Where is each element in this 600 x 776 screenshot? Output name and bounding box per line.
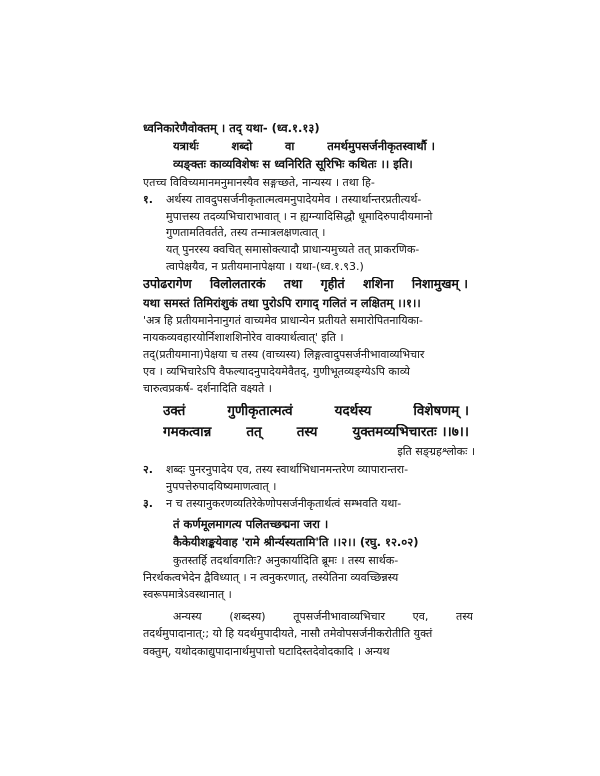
verse-word: तत् [246, 424, 262, 440]
verse-line [173, 139, 435, 154]
verse-word: यदर्थस्य [334, 403, 372, 419]
paragraph-number: १. [143, 193, 153, 206]
verse-word: गमकत्वान्न [163, 424, 212, 440]
text-line: स्वरूपमात्रेऽवस्थानात् । [143, 588, 232, 601]
verse-line: यथा समस्तं तिमिरांशुकं तथा पुरोऽपि रागाद् गलितं न लक्षितम् ।।१।। [143, 296, 421, 310]
verse-word: तथा [283, 277, 303, 291]
text-line: गुणतामतिवर्तते, तस्य तन्मात्रलक्षणत्वात् । [166, 226, 326, 239]
text-line: मुपात्तस्य तदव्यभिचाराभावात् । न ह्यग्न्यादिसिद्धौ धूमादिरुपादीयमानो [166, 210, 433, 223]
text-word: (शब्दस्य) [229, 610, 266, 623]
text-line: अर्थस्य तावदुपसर्जनीकृतात्मत्वमनुपादेयमेव । तस्यार्थान्तरप्रतीत्यर्थ- [166, 193, 422, 206]
text-line: त्वापेक्षयैव, न प्रतीयमानापेक्षया । यथा-(ध्व.१.९3.) [166, 260, 364, 273]
paragraph-number: ३. [143, 497, 153, 510]
verse-word: तमर्थमुपसर्जनीकृतस्वार्थौ । [327, 139, 435, 153]
text-word: एव, [412, 610, 429, 623]
verse-line: तं कर्णमूलमागत्य पलितच्छद्मना जरा । [173, 517, 329, 531]
verse-word: वा [285, 139, 295, 153]
verse-word: तस्य [296, 424, 318, 440]
text-line: तद्(प्रतीयमाना)पेक्षया च तस्य (वाच्यस्य) लिङ्गत्वादुपसर्जनीभावाव्यभिचार [143, 348, 425, 361]
verse-line: व्यङ्क्तः काव्यविशेषः स ध्वनिरिति सूरिभिः कथितः ।। इति। [173, 157, 413, 171]
text-word: अन्यस्य [173, 610, 202, 623]
text-word: तस्य [456, 610, 473, 623]
verse-word: शशिना [363, 277, 394, 291]
text-line: 'अत्र हि प्रतीयमानेनानुगतं वाच्यमेव प्राधान्येन प्रतीयते समारोपितनायिका- [143, 314, 423, 327]
verse-line: कैकेयीशङ्कयेवाह 'रामे श्रीर्न्यस्यतामि'ति ।।२।। (रघु. १२.०२) [173, 535, 419, 549]
text-line: एतच्च विविच्यमानमनुमानस्यैव सङ्गच्छते, नान्यस्य । तथा हि- [143, 176, 375, 189]
text-word: तूपसर्जनीभावाव्यभिचार [293, 610, 385, 623]
text-line: यत् पुनरस्य क्वचित् समासोक्त्यादौ प्राधान्यमुच्यते तत् प्राकरणिक- [166, 243, 420, 256]
verse-word: यत्रार्थः [173, 139, 199, 153]
text-line: ध्वनिकारेणैवोक्तम् । तद् यथा- (ध्व.१.१३) [143, 121, 320, 135]
verse-word: शब्दो [231, 139, 253, 153]
text-line: वक्तुम्, यथोदकाद्युपादानार्थमुपात्तो घटादिस्तदेवोदकादि । अन्यथ [143, 645, 390, 658]
verse-word: युक्तमव्यभिचारतः ।।७।। [352, 424, 469, 440]
text-line: कुतस्तर्हि तदर्थावगतिः? अनुकार्यादिति ब्रूमः । तस्य सार्थक- [173, 554, 399, 567]
verse-line [163, 424, 469, 442]
verse-line [143, 277, 468, 292]
text-line: चारुत्वप्रकर्ष- दर्शनादिति वक्ष्यते । [143, 382, 272, 395]
text-line: न च तस्यानुकरणव्यतिरेकेणोपसर्जनीकृतार्थत्वं सम्भवति यथा- [166, 497, 402, 510]
source-note: इति सङ्ग्रहश्लोकः । [397, 445, 475, 458]
verse-word: विलोलतारकं [210, 277, 266, 291]
verse-word: उक्तं [163, 403, 186, 419]
text-line: शब्दः पुनरनुपादेय एव, तस्य स्वार्थाभिधानमन्तरेण व्यापारान्तरा- [166, 463, 409, 476]
verse-word: गृहीतं [320, 277, 345, 291]
verse-word: गुणीकृतात्मत्वं [227, 403, 293, 419]
text-line [173, 610, 473, 625]
verse-word: उपोढरागेण [143, 277, 192, 291]
verse-word: निशामुखम् । [411, 277, 468, 291]
text-line: निरर्थकत्वभेदेन द्वैविध्यात् । न त्वनुकरणात्, तस्येतिना व्यवच्छिन्नस्य [143, 571, 399, 584]
text-line: एव । व्यभिचारेऽपि वैफल्यादनुपादेयमेवैतद्, गुणीभूतव्यङ्ग्येऽपि काव्ये [143, 365, 410, 378]
text-line: नायकव्यवहारयोर्निशाशशिनोरेव वाक्यार्थत्वात्' इति । [143, 331, 344, 344]
verse-line [163, 403, 469, 421]
verse-word: विशेषणम् । [413, 403, 469, 419]
paragraph-number: २. [143, 463, 153, 476]
text-line: नुपपत्तेरुपादयिष्यमाणत्वात् । [166, 480, 277, 493]
text-line: तदर्थमुपादानात्:; यो हि यदर्थमुपादीयते, नासौ तमेवोपसर्जनीकरोतीति युक्तं [143, 627, 433, 640]
